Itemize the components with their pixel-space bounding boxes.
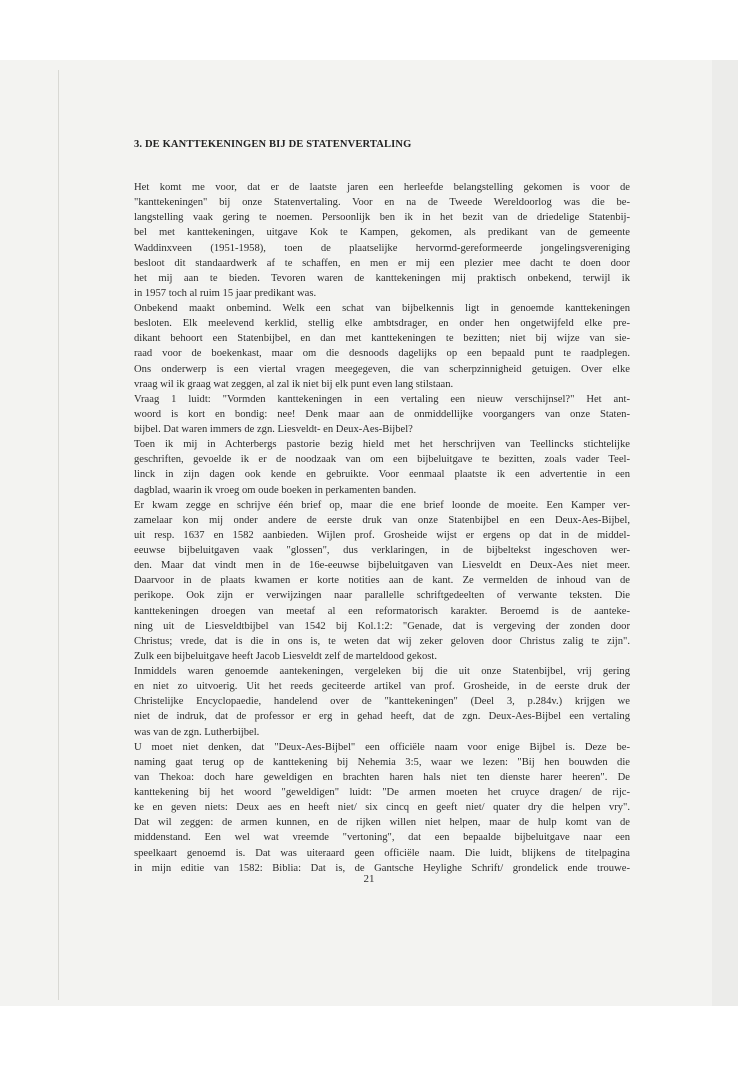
section-heading: 3. DE KANTTEKENINGEN BIJ DE STATENVERTALING [134,139,412,150]
text-line: speelkaart genoemd is. Dat was uiteraard geen officiële naam. Die luidt, blijkens de titelpagina [134,847,630,859]
text-line: besloten. Elk meelevend kerklid, stellig elke ambtsdrager, en onder hen ongetwijfeld elke pre- [134,318,630,330]
text-line: bel met kanttekeningen, uitgave Kok te Kampen, gekomen, als predikant van de gemeente [134,227,630,239]
text-line: Christelijke Encyclopaedie, handelend over de "kanttekeningen" (Deel 3, p.284v.) krijgen we [134,696,630,708]
text-line: woord is kort en bondig: nee! Denk maar aan de onmiddellijke voorgangers van onze Staten- [134,408,630,420]
text-line: Er kwam zegge en schrijve één brief op, maar die ene brief loonde de moeite. Een Kamper ver- [134,499,630,511]
text-line: uit resp. 1637 en 1582 aanbieden. Wijlen prof. Grosheide wijst er ergens op dat in de middel- [134,529,630,541]
text-line: in 1957 toch al ruim 15 jaar predikant was. [134,287,317,299]
text-line: dagblad, waarin ik vroeg om oude boeken in perkamenten banden. [134,484,417,496]
text-line: naming gaat terug op de kanttekening bij Nehemia 3:5, waar we lezen: "Bij hen bouwden die [134,756,630,768]
text-line: vraag wil ik graag wat zeggen, al zal ik niet bij elk punt even lang stilstaan. [134,378,454,390]
page-right-margin [712,60,738,1006]
text-line: niet de indruk, dat de professor er erg in gehad heeft, dat de zgn. Deux-Aes-Bijbel een vertaling [134,711,630,723]
text-line: Christus; vrede, dat is die in ons is, te weten dat wij zeker geloven door Christus zalig te zijn". [134,635,630,647]
text-line: kanttekening bij het woord "geweldigen" luidt: "De armen moeten het cruyce dragen/ de rijc- [134,787,630,798]
text-line: besloot dit standaardwerk af te schaffen, en men er mij een plezier mee dacht te doen door [134,257,630,269]
text-line: "kanttekeningen" bij onze Statenvertaling. Voor en na de Tweede Wereldoorlog was die be- [134,197,630,209]
text-line: den. Maar dat vindt men in de 16e-eeuwse bijbeluitgaven van Liesveldt en Deux-Aes niet meer. [134,560,630,572]
body-text [134,180,630,876]
text-line: in mijn editie van 1582: Biblia: Dat is, de Gantsche Heylighe Schrift/ grondelick ende trouwe- [134,862,630,874]
text-line: Inmiddels waren genoemde aantekeningen, vergeleken bij die uit onze Statenbijbel, vrij gering [134,666,630,677]
text-line: Onbekend maakt onbemind. Welk een schat van bijbelkennis ligt in genoemde kanttekeningen [134,303,630,314]
text-line: perikope. Ook zijn er verwijzingen naar parallelle schriftgedeelten of verwante teksten. Die [134,590,630,602]
text-line: van Thekoa: doch hare geweldigen en brachten haren hals niet ten dienste harer heeren". De [134,771,630,783]
text-line: linck in zijn dagen ook kende en gebruikte. Voor eenmaal plaatste ik een advertentie in een [134,469,630,481]
text-line: Toen ik mij in Achterbergs pastorie bezig hield met het herschrijven van Teellincks stichtelijke [134,439,630,451]
text-line: ning uit de Liesveldtbijbel van 1542 bij Kol.1:2: "Genade, dat is vergeving der zonden door [134,620,630,632]
text-line: raad voor de boekenkast, maar om die desnoods dagelijks op een bepaald punt te raadplegen. [134,348,630,360]
text-line: eeuwse bijbeluitgaven vaak "glossen", dus verklaringen, in de bijbeltekst ingeschoven wer- [134,545,630,556]
text-line: langstelling vaak gering te noemen. Persoonlijk ben ik in het bezit van de driedelige Statenbij- [134,212,630,224]
text-line: het mij aan te bieden. Tevoren waren de kanttekeningen mij praktisch onbekend, terwijl ik [134,272,630,284]
page-edge-line [58,70,59,1000]
text-line: ke en geven niets: Deux aes en heeft niet/ six cincq en geeft niet/ quater dry die helpen vry". [134,802,630,814]
text-line: Vraag 1 luidt: "Vormden kanttekeningen in een vertaling een nieuw verschijnsel?" Het ant- [134,393,630,405]
text-line: Het komt me voor, dat er de laatste jaren een herleefde belangstelling gekomen is voor de [134,182,630,193]
text-line: Daarvoor in de plaats kwamen er korte notities aan de kant. Ze vermelden de inhoud van de [134,575,630,587]
text-line: kanttekeningen droegen van meetaf al een reformatorisch karakter. Beroemd is de aanteke- [134,605,630,617]
page-number: 21 [363,873,375,885]
text-line: Ons onderwerp is een viertal vragen meegegeven, die van scherpzinnigheid getuigen. Over elke [134,363,630,375]
text-line: en niet zo uitvoerig. Uit het reeds geciteerde artikel van prof. Grosheide, in de eerste druk der [134,681,630,693]
text-line: Zulk een bijbeluitgave heeft Jacob Liesveldt zelf de marteldood gekost. [134,650,437,662]
text-line: Waddinxveen (1951-1958), toen de plaatselijke hervormd-gereformeerde jongelingsvereniging [134,242,630,254]
text-line: bijbel. Dat waren immers de zgn. Liesveldt- en Deux-Aes-Bijbel? [134,424,413,435]
text-line: was van de zgn. Lutherbijbel. [134,726,260,738]
text-line: U moet niet denken, dat "Deux-Aes-Bijbel" een officiële naam voor enige Bijbel is. Deze be- [134,741,630,753]
text-line: dikant behoort een Statenbijbel, en dan met kanttekeningen te bezitten; niet bij wijze van sie- [134,333,630,345]
text-line: middenstand. Een wel wat vreemde "vertoning", dat een bepaalde bijbeluitgave naar een [134,832,630,844]
text-line: Dat wil zeggen: de armen kunnen, en de rijken willen niet helpen, maar de hulp komt van de [134,817,630,829]
text-line: geschriften, gevoelde ik er de noodzaak van om een bijbeluitgave te bezitten, zoals vader Teel- [134,454,630,466]
text-line: zamelaar kon mij onder andere de eerste druk van onze Statenbijbel en een Deux-Aes-Bijbel, [134,514,630,526]
